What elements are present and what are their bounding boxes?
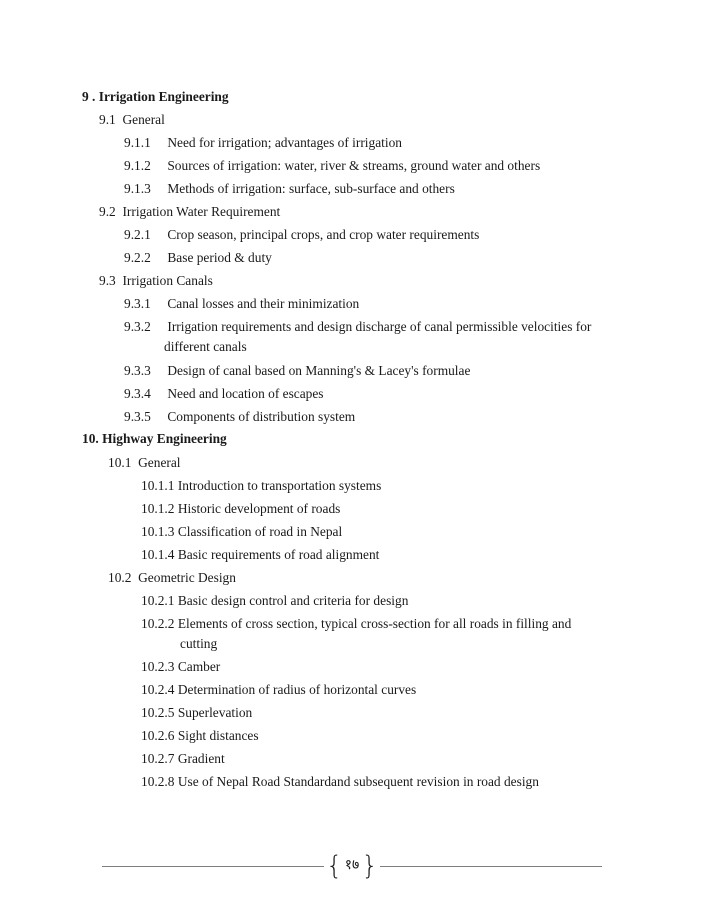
item-number: 10.2.5 <box>141 705 175 720</box>
list-item-10-1-3 <box>141 523 342 541</box>
list-item-9-3-2 <box>124 318 591 336</box>
item-text: Use of Nepal Road Standardand subsequent revision in road design <box>177 774 539 789</box>
item-text: Base period & duty <box>167 250 272 265</box>
item-number: 9.2.1 <box>124 227 151 242</box>
list-item-10-2-1 <box>141 592 408 610</box>
item-number: 9.3.3 <box>124 363 151 378</box>
item-text: Crop season, principal crops, and crop water requirements <box>167 227 480 242</box>
list-item-10-2-2 <box>141 615 571 633</box>
left-brace-icon: { <box>326 851 343 881</box>
item-text: Irrigation requirements and design discharge of canal permissible velocities for <box>167 319 592 334</box>
subsection-heading-9-3 <box>99 272 213 290</box>
item-number: 9.1.1 <box>124 135 151 150</box>
item-number: 9.2.2 <box>124 250 151 265</box>
item-number: 10.2.3 <box>141 659 175 674</box>
item-text: Components of distribution system <box>167 409 356 424</box>
item-text: Historic development of roads <box>177 501 341 516</box>
section-title: Irrigation Engineering <box>98 89 229 104</box>
item-number: 10.1.3 <box>141 524 175 539</box>
list-item-10-2-7 <box>141 750 225 768</box>
list-item-9-1-2 <box>124 157 540 175</box>
subsection-heading-10-1 <box>108 454 181 472</box>
item-text: Sight distances <box>177 728 259 743</box>
list-item-10-1-4 <box>141 546 379 564</box>
list-item-9-1-3 <box>124 180 455 198</box>
subsection-heading-10-2 <box>108 569 236 587</box>
item-number: 10.2.2 <box>141 616 175 631</box>
list-item-9-3-3 <box>124 362 470 380</box>
item-text: Design of canal based on Manning's & Lacey's formulae <box>167 363 471 378</box>
item-number: 10.1.1 <box>141 478 175 493</box>
section-heading-10 <box>82 430 227 448</box>
item-number: 9.3.4 <box>124 386 151 401</box>
item-text: Introduction to transportation systems <box>177 478 382 493</box>
list-item-9-1-1 <box>124 134 402 152</box>
item-number: 10.2.1 <box>141 593 175 608</box>
item-number: 9.1.2 <box>124 158 151 173</box>
list-item-9-3-5 <box>124 408 355 426</box>
item-text: Classification of road in Nepal <box>177 524 343 539</box>
section-heading-9 <box>82 88 229 106</box>
subsection-title: General <box>138 455 181 470</box>
item-number: 10.1.4 <box>141 547 175 562</box>
list-item-10-2-2-continuation <box>180 635 217 653</box>
item-number: 10.2.4 <box>141 682 175 697</box>
list-item-10-1-1 <box>141 477 381 495</box>
page-number-box <box>326 852 378 880</box>
item-text: Determination of radius of horizontal curves <box>177 682 417 697</box>
item-text: Elements of cross section, typical cross-section for all roads in filling and <box>177 616 572 631</box>
footer-rule-right <box>380 866 602 867</box>
item-text: Sources of irrigation: water, river & streams, ground water and others <box>167 158 541 173</box>
list-item-9-3-4 <box>124 385 324 403</box>
subsection-title: Irrigation Canals <box>122 273 213 288</box>
list-item-10-2-4 <box>141 681 416 699</box>
subsection-heading-9-2 <box>99 203 280 221</box>
list-item-10-2-6 <box>141 727 259 745</box>
section-number: 9 . <box>82 89 96 104</box>
item-text: Need for irrigation; advantages of irrigation <box>167 135 402 150</box>
list-item-10-2-3 <box>141 658 220 676</box>
item-text-continuation: different canals <box>164 339 247 354</box>
footer-rule-left <box>102 866 324 867</box>
item-text: Basic design control and criteria for design <box>177 593 409 608</box>
list-item-9-3-2-continuation <box>164 338 247 356</box>
subsection-title: Irrigation Water Requirement <box>122 204 281 219</box>
item-text: Canal losses and their minimization <box>167 296 360 311</box>
item-text: Need and location of escapes <box>167 386 324 401</box>
subsection-number: 9.3 <box>99 273 116 288</box>
right-brace-icon: } <box>361 851 378 881</box>
item-number: 10.2.7 <box>141 751 175 766</box>
list-item-10-2-5 <box>141 704 252 722</box>
list-item-9-2-1 <box>124 226 479 244</box>
item-number: 10.2.6 <box>141 728 175 743</box>
item-number: 9.3.2 <box>124 319 151 334</box>
item-text: Methods of irrigation: surface, sub-surface and others <box>167 181 455 196</box>
item-number: 9.3.1 <box>124 296 151 311</box>
subsection-number: 9.1 <box>99 112 116 127</box>
item-text: Gradient <box>177 751 225 766</box>
page-number: १७ <box>344 858 360 873</box>
list-item-10-2-8 <box>141 773 539 791</box>
item-text-continuation: cutting <box>180 636 218 651</box>
subsection-number: 9.2 <box>99 204 116 219</box>
item-number: 10.1.2 <box>141 501 175 516</box>
section-title: Highway Engineering <box>102 431 227 446</box>
item-text: Superlevation <box>177 705 253 720</box>
item-number: 10.2.8 <box>141 774 175 789</box>
item-text: Basic requirements of road alignment <box>177 547 380 562</box>
list-item-9-2-2 <box>124 249 272 267</box>
subsection-number: 10.1 <box>108 455 132 470</box>
item-number: 9.1.3 <box>124 181 151 196</box>
list-item-10-1-2 <box>141 500 340 518</box>
list-item-9-3-1 <box>124 295 359 313</box>
item-text: Camber <box>177 659 221 674</box>
subsection-title: Geometric Design <box>138 570 236 585</box>
subsection-heading-9-1 <box>99 111 165 129</box>
subsection-title: General <box>122 112 165 127</box>
section-number: 10. <box>82 431 99 446</box>
subsection-number: 10.2 <box>108 570 132 585</box>
item-number: 9.3.5 <box>124 409 151 424</box>
